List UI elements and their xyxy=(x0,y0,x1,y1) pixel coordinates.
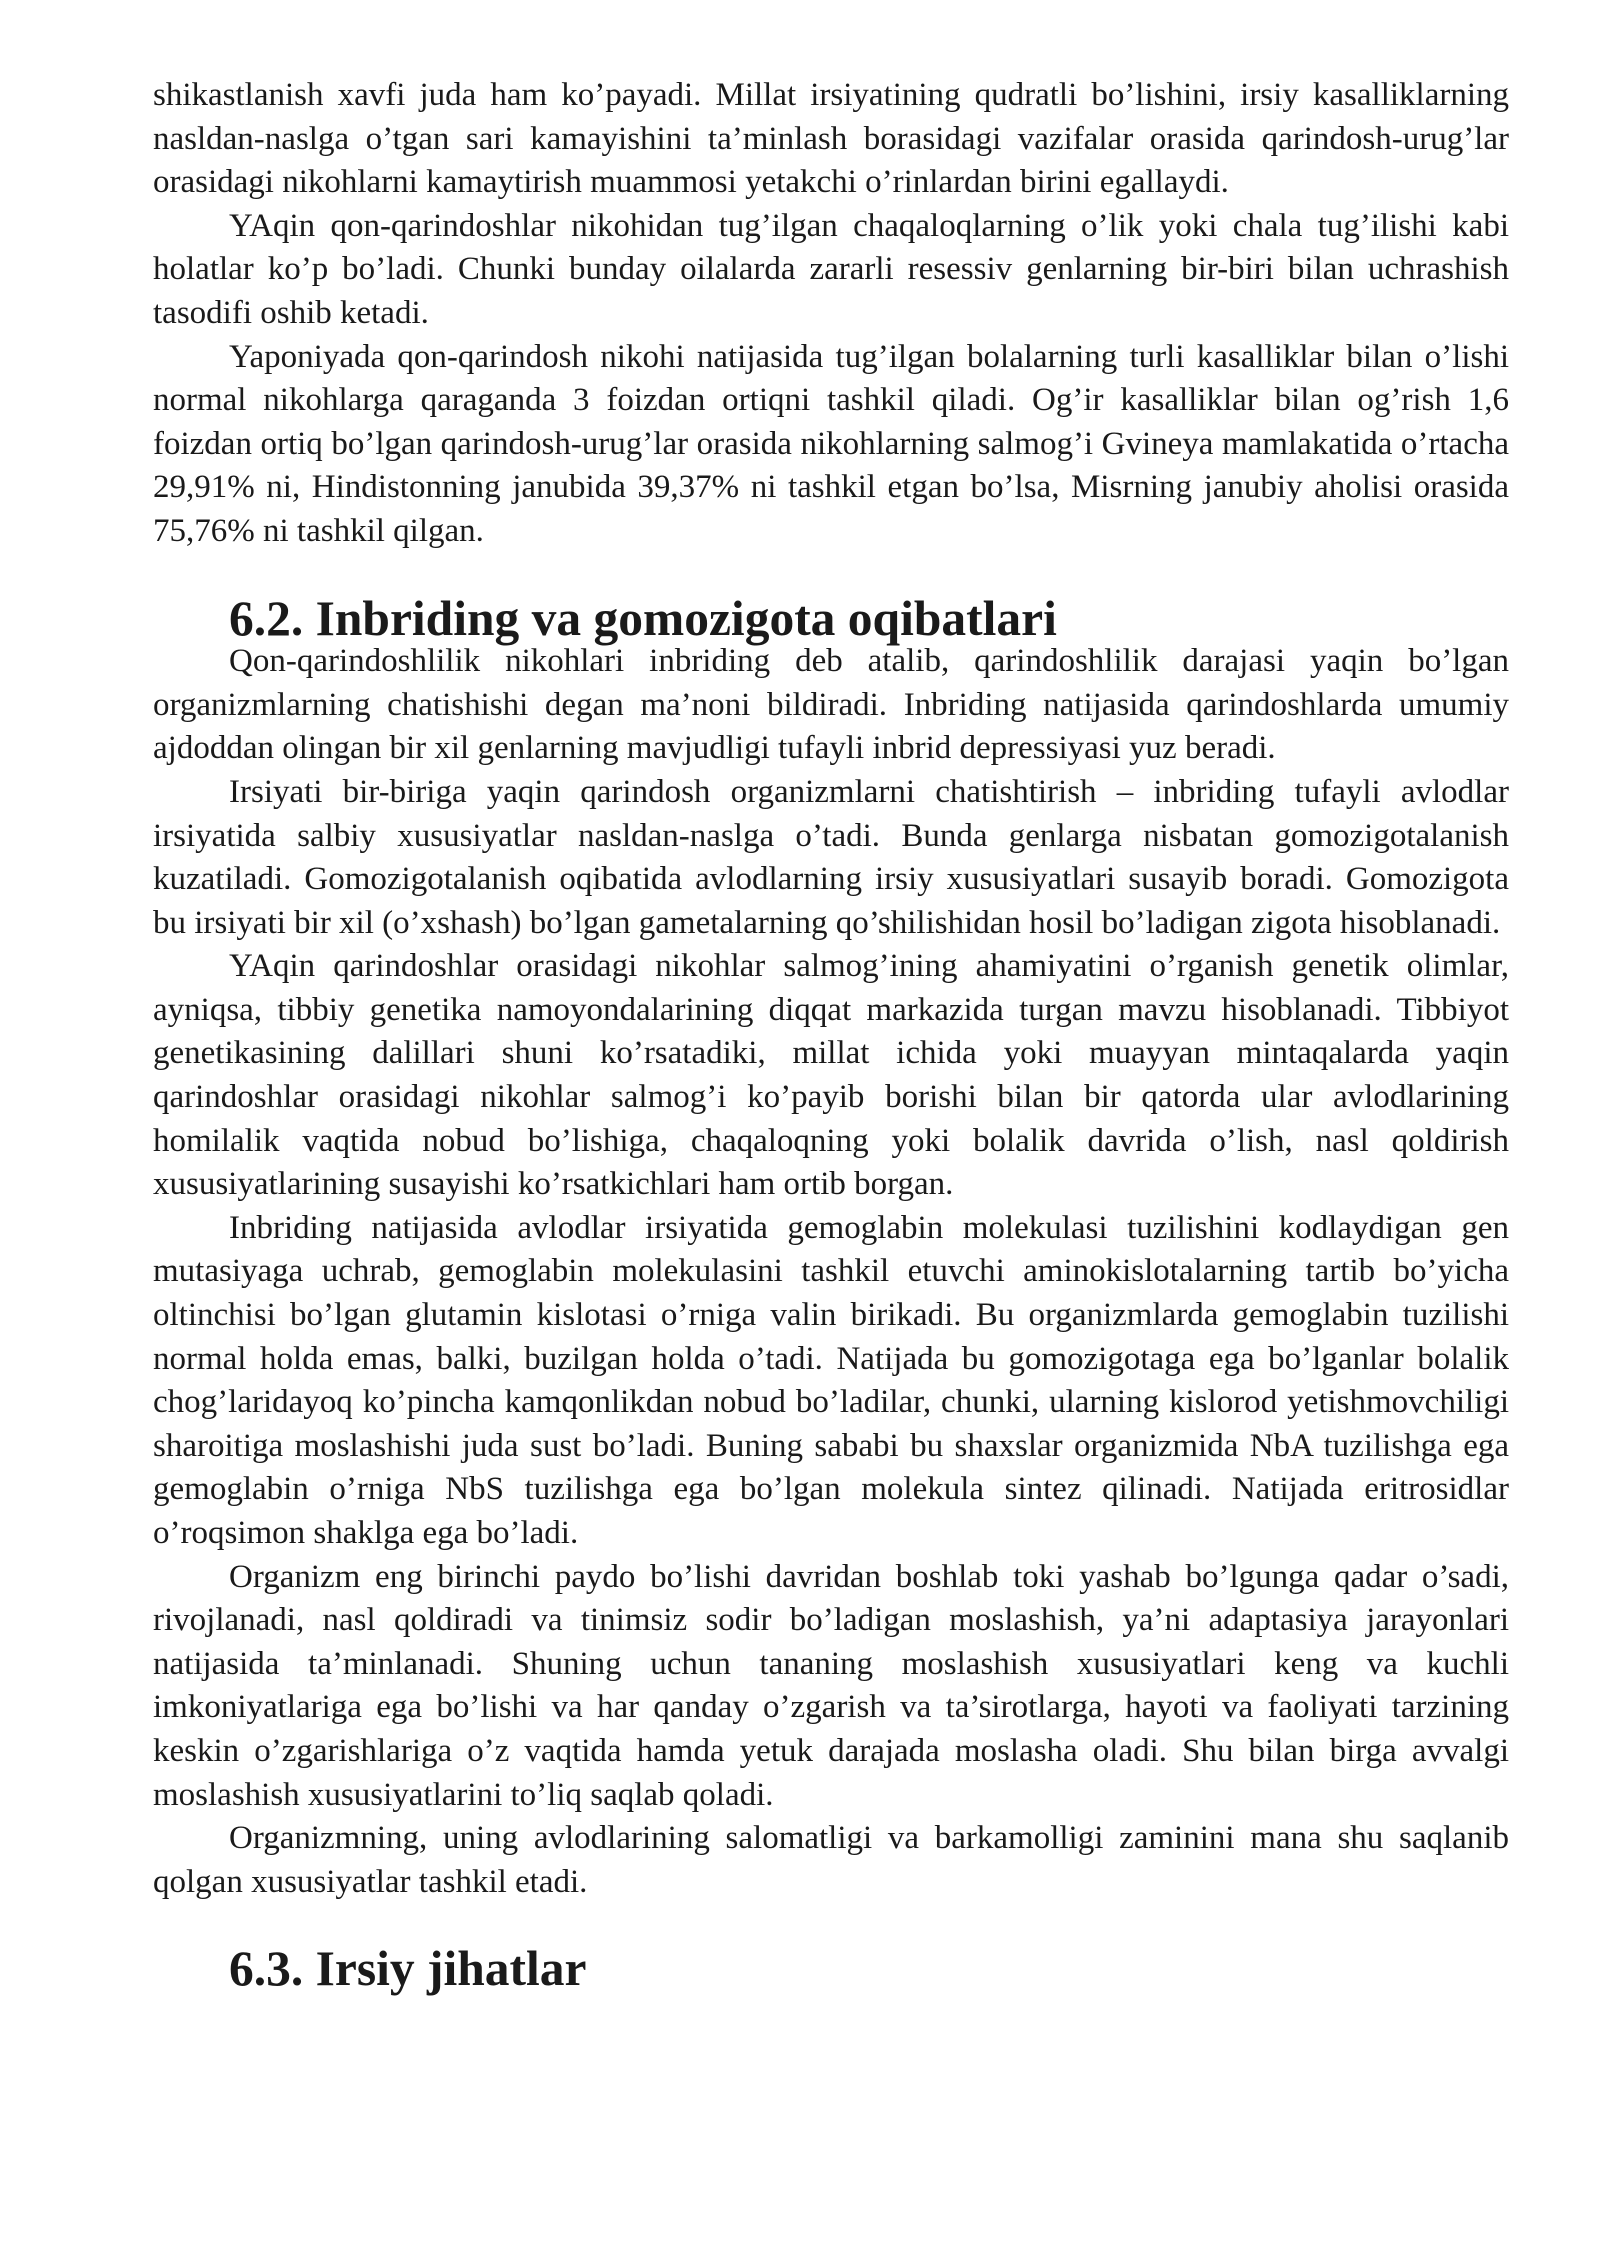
document-page xyxy=(153,74,1509,1997)
paragraph-close-relatives: YAqin qon-qarindoshlar nikohidan tug’ilgan chaqaloqlarning o’lik yoki chala tug’ilishi kabi holatlar ko’p bo’ladi. Chunki bunday oilalarda zararli resessiv genlarning bir-biri bilan uchrashish tasodifi oshib ketadi. xyxy=(153,207,1509,331)
section-heading-6-2: 6.2. Inbriding va gomozigota oqibatlari xyxy=(229,590,1057,646)
paragraph-japan-statistics: Yaponiyada qon-qarindosh nikohi natijasida tug’ilgan bolalarning turli kasalliklar bilan o’lishi normal nikohlarga qaraganda 3 foizdan ortiqni tashkil qiladi. Og’ir kasalliklar bilan og’rish 1,6 foizdan ortiq bo’lgan qarindosh-urug’lar orasida nikohlarning salmog’i Gvineya mamlakatida o’rtacha 29,91% ni, Hindistonning janubida 39,37% ni tashkil etgan bo’lsa, Misrning janubiy aholisi orasida 75,76% ni tashkil qilgan. xyxy=(153,338,1509,549)
paragraph-continuation: shikastlanish xavfi juda ham ko’payadi. Millat irsiyatining qudratli bo’lishini, irsiy kasalliklarning nasldan-naslga o’tgan sari kamayishini ta’minlash borasidagi vazifalar orasida qarindosh-urug’lar orasidagi nikohlarni kamaytirish muammosi yetakchi o’rinlardan birini egallaydi. xyxy=(153,77,1509,201)
section-heading-6-3: 6.3. Irsiy jihatlar xyxy=(229,1941,587,1997)
paragraph-adaptation: Organizm eng birinchi paydo bo’lishi davridan boshlab toki yashab bo’lgunga qadar o’sadi, rivojlanadi, nasl qoldiradi va tinimsiz sodir bo’ladigan moslashish, ya’ni adaptasiya jarayonlari natijasida ta’minlanadi. Shuning uchun tananing moslashish xususiyatlari keng va kuchli imkoniyatlariga ega bo’lishi va har qanday o’zgarish va ta’sirotlarga, hayoti va faoliyati tarzining keskin o’zgarishlariga o’z vaqtida hamda yetuk darajada moslasha oladi. Shu bilan birga avvalgi moslashish xususiyatlarini to’liq saqlab qoladi. xyxy=(153,1558,1509,1813)
paragraph-inbreeding-definition: Qon-qarindoshlilik nikohlari inbriding deb atalib, qarindoshlilik darajasi yaqin bo’lgan organizmlarning chatishishi degan ma’noni bildiradi. Inbriding natijasida qarindoshlarda umumiy ajdoddan olingan bir xil genlarning mavjudligi tufayli inbrid depressiyasi yuz beradi. xyxy=(153,643,1509,767)
paragraph-homozygosity: Irsiyati bir-biriga yaqin qarindosh organizmlarni chatishtirish – inbriding tufayli avlodlar irsiyatida salbiy xususiyatlar nasldan-naslga o’tadi. Bunda genlarga nisbatan gomozigotalanish kuzatiladi. Gomozigotalanish oqibatida avlodlarning irsiy xususiyatlari susayib boradi. Gomozigota bu irsiyati bir xil (o’xshash) bo’lgan gametalarning qo’shilishidan hosil bo’ladigan zigota hisoblanadi. xyxy=(153,773,1509,941)
paragraph-medical-genetics: YAqin qarindoshlar orasidagi nikohlar salmog’ining ahamiyatini o’rganish genetik olimlar, ayniqsa, tibbiy genetika namoyondalarining diqqat markazida turgan mavzu hisoblanadi. Tibbiyot genetikasining dalillari shuni ko’rsatadiki, millat ichida yoki muayyan mintaqalarda yaqin qarindoshlar orasidagi nikohlar salmog’i ko’payib borishi bilan bir qatorda ular avlodlarining homilalik vaqtida nobud bo’lishiga, chaqaloqning yoki bolalik davrida o’lish, nasl qoldirish xususiyatlarining susayishi ko’rsatkichlari ham ortib borgan. xyxy=(153,948,1509,1203)
paragraph-hemoglobin: Inbriding natijasida avlodlar irsiyatida gemoglabin molekulasi tuzilishini kodlaydigan gen mutasiyaga uchrab, gemoglabin molekulasini tashkil etuvchi aminokislotalarning tartib bo’yicha oltinchisi bo’lgan glutamin kislotasi o’rniga valin birikadi. Bu organizmlarda gemoglabin tuzilishi normal holda emas, balki, buzilgan holda o’tadi. Natijada bu gomozigotaga ega bo’lganlar bolalik chog’laridayoq ko’pincha kamqonlikdan nobud bo’ladilar, chunki, ularning kislorod yetishmovchiligi sharoitiga moslashishi juda sust bo’ladi. Buning sababi bu shaxslar organizmida NbA tuzilishga ega gemoglabin o’rniga NbS tuzilishga ega bo’lgan molekula sintez qilinadi. Natijada eritrosidlar o’roqsimon shaklga ega bo’ladi. xyxy=(153,1209,1509,1551)
paragraph-health-foundation: Organizmning, uning avlodlarining salomatligi va barkamolligi zaminini mana shu saqlanib qolgan xususiyatlar tashkil etadi. xyxy=(153,1820,1509,1900)
